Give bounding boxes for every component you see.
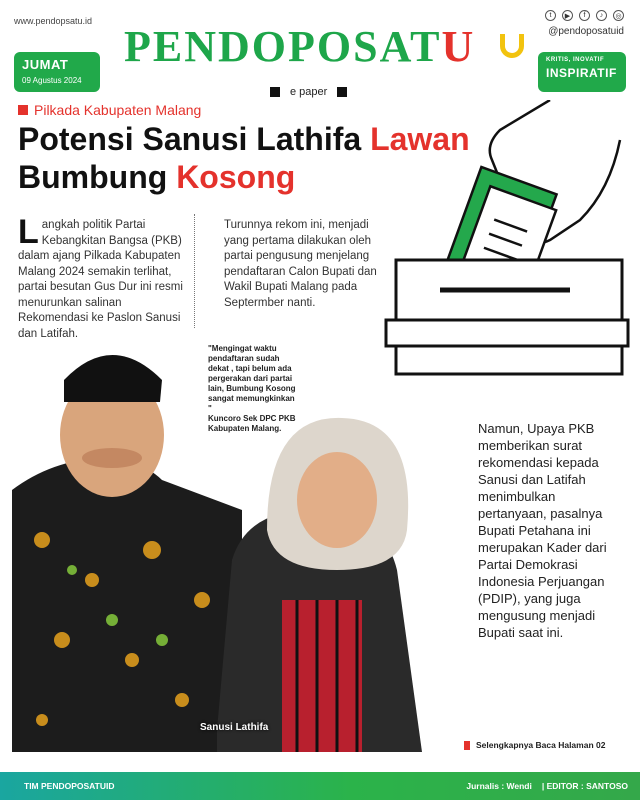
tiktok-icon[interactable]: ♪: [596, 10, 607, 21]
tagline-big: INSPIRATIF: [546, 66, 617, 80]
column-1-text: angkah politik Partai Kebangkitan Bangsa (PKB) dalam ajang Pilkada Kabupaten Malang 2024 semakin terlihat, partai besutan Gus Dur ini resmi menurunkan salinan Rekomendasi ke Paslon Sanusi dan Latifah.: [18, 219, 183, 340]
footer-credits: [466, 781, 628, 791]
headline-part3: Bumbung: [18, 159, 177, 195]
masthead-main: PENDOPOSAT: [124, 22, 442, 71]
social-handle: @pendoposatuid: [548, 26, 624, 37]
instagram-icon[interactable]: ◎: [613, 10, 624, 21]
date-box: [14, 52, 100, 92]
footer-editor: | EDITOR : SANTOSO: [541, 781, 628, 791]
issue-date: 09 Agustus 2024: [22, 76, 82, 85]
article-column-1: [18, 213, 188, 342]
quote-text: "Mengingat waktu pendaftaran sudah dekat , tapi belum ada pergerakan dari partai lain, Bumbung Kosong sangat memungkinkan ": [208, 344, 296, 413]
footer-bar: [0, 772, 640, 800]
edition-label: e paper: [290, 86, 328, 98]
youtube-icon[interactable]: ▶: [562, 10, 573, 21]
site-url[interactable]: www.pendopsatu.id: [14, 16, 93, 26]
masthead-logo: [124, 22, 520, 72]
continue-marker: [464, 741, 470, 750]
edition-square-right: [337, 87, 347, 97]
social-icons: [545, 10, 624, 21]
edition-label-row: [270, 86, 347, 98]
tagline-small: KRITIS, INOVATIF: [546, 57, 605, 63]
masthead-accent-mark: [500, 34, 524, 58]
twitter-icon[interactable]: t: [545, 10, 556, 21]
quote-attribution: Kuncoro Sek DPC PKB Kabupaten Malang.: [208, 414, 296, 433]
pull-quote: [208, 344, 296, 434]
facebook-icon[interactable]: f: [579, 10, 590, 21]
headline-part2: Lawan: [370, 121, 470, 157]
headline-part4: Kosong: [176, 159, 296, 195]
drop-cap: L: [18, 213, 39, 251]
tagline-box: [538, 52, 626, 92]
column-divider: [194, 214, 195, 328]
photo-caption: Sanusi Lathifa: [200, 722, 269, 733]
masthead-last-letter: U: [441, 22, 476, 71]
kicker-marker: [18, 105, 28, 115]
article-column-2: Turunnya rekom ini, menjadi yang pertama dilakukan oleh partai pengusung menjelang pendaftaran Calon Bupati dan Wakil Bupati Malang pada Septermber nanti.: [224, 219, 377, 309]
article-column-3: Namun, Upaya PKB memberikan surat rekomendasi kepada Sanusi dan Latifah menimbulkan pertanyaan, pasalnya Bupati Petahana ini merupakan Kader dari Partai Demokrasi Indonesia Perjuangan (PDIP), yang juga mengusung menjadi Bupati saat ini.: [478, 421, 607, 640]
continue-reading[interactable]: [464, 740, 605, 750]
headline-part1: Potensi Sanusi Lathifa: [18, 121, 371, 157]
footer-journalist: Jurnalis : Wendi: [466, 781, 532, 791]
edition-square-left: [270, 87, 280, 97]
continue-label: Selengkapnya Baca Halaman 02: [476, 740, 606, 750]
kicker-text: Pilkada Kabupaten Malang: [34, 102, 202, 118]
footer-team: TIM PENDOPOSATUID: [24, 781, 115, 791]
article-kicker: [18, 102, 201, 118]
issue-day: JUMAT: [22, 57, 69, 72]
